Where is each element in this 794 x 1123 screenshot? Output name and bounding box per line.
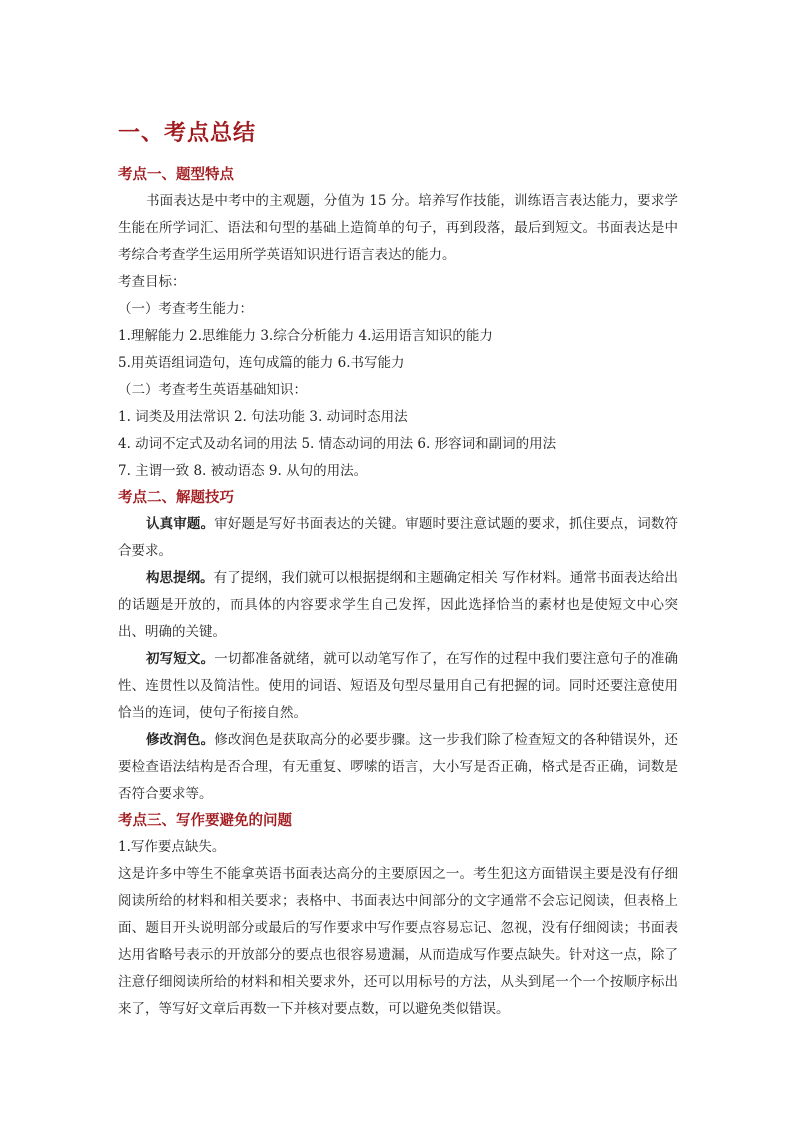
tip-paragraph <box>118 565 678 646</box>
section-1-intro: 书面表达是中考中的主观题，分值为 15 分。培养写作技能，训练语言表达能力，要求学生能在所学词汇、语法和句型的基础上造简单的句子，再到段落，最后到短文。书面表达是中考综合考查学生运用所学英语知识进行语言表达的能力。 <box>118 193 678 263</box>
section-1-line: 考查目标： <box>118 274 186 290</box>
section-3-item-title: 1.写作要点缺失。 <box>118 839 226 855</box>
tip-term: 认真审题。 <box>146 516 215 532</box>
section-heading-3: 考点三、写作要避免的问题 <box>118 812 292 829</box>
section-1-line: （二）考查考生英语基础知识： <box>118 382 307 398</box>
tip-text: 有了提纲，我们就可以根据提纲和主题确定相关 写作材料。通常书面表达给出的话题是开放的，而具体的内容要求学生自己发挥，因此选择恰当的素材也是使短文中心突出、明确的关键。 <box>118 570 678 640</box>
tip-text: 修改润色是获取高分的必要步骤。这一步我们除了检查短文的各种错误外，还要检查语法结构是否合理，有无重复、啰嗦的语言，大小写是否正确，格式是否正确，词数是否符合要求等。 <box>118 732 679 802</box>
section-heading-2: 考点二、解题技巧 <box>118 489 234 506</box>
tip-paragraph <box>118 727 678 808</box>
tip-text: 审好题是写好书面表达的关键。审题时要注意试题的要求，抓住要点，词数符合要求。 <box>118 516 679 559</box>
tip-term: 构思提纲。 <box>146 570 214 586</box>
tip-text: 一切都准备就绪，就可以动笔写作了，在写作的过程中我们要注意句子的准确性、连贯性以及简洁性。使用的词语、短语及句型尽量用自己有把握的词。同时还要注意使用恰当的连词，使句子衔接自然。 <box>118 651 679 721</box>
tip-paragraph <box>118 646 678 727</box>
section-1-line: 4. 动词不定式及动名词的用法 5. 情态动词的用法 6. 形容词和副词的用法 <box>118 436 557 452</box>
document-page <box>118 118 678 1023</box>
tip-paragraph <box>118 511 678 565</box>
tip-term: 初写短文。 <box>146 651 215 667</box>
section-heading-1: 考点一、题型特点 <box>118 166 234 183</box>
section-1-line: 1.理解能力 2.思维能力 3.综合分析能力 4.运用语言知识的能力 <box>118 328 493 344</box>
section-1-line: 1. 词类及用法常识 2. 句法功能 3. 动词时态用法 <box>118 409 408 425</box>
tip-term: 修改润色。 <box>146 732 215 748</box>
section-1-line: 7. 主谓一致 8. 被动语态 9. 从句的用法。 <box>118 463 368 479</box>
section-3-body: 这是许多中等生不能拿英语书面表达高分的主要原因之一。考生犯这方面错误主要是没有仔细阅读所给的材料和相关要求；表格中、书面表达中间部分的文字通常不会忘记阅读，但表格上面、题目开头说明部分或最后的写作要求中写作要点容易忘记、忽视，没有仔细阅读；书面表达用省略号表示的开放部分的要点也很容易遗漏，从而造成写作要点缺失。针对这一点，除了注意仔细阅读所给的材料和相关要求外，还可以用标号的方法，从头到尾一个一个按顺序标出来了，等写好文章后再数一下并核对要点数，可以避免类似错误。 <box>118 866 678 1017</box>
section-1-line: （一）考查考生能力： <box>118 301 253 317</box>
page-title: 一、考点总结 <box>118 120 257 146</box>
section-1-line: 5.用英语组词造句，连句成篇的能力 6.书写能力 <box>118 355 405 371</box>
